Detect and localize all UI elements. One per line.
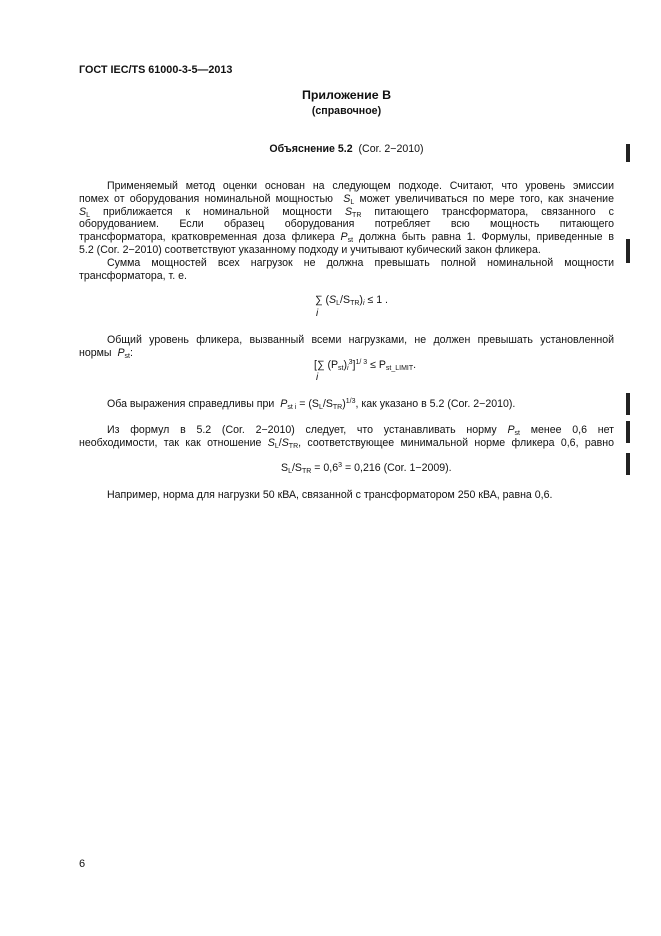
p1-line4: оборудованием. Если образец оборудования потребляет всю мощность питающего <box>79 218 614 231</box>
appendix-subtitle: (справочное) <box>311 105 382 117</box>
change-bar <box>626 421 630 443</box>
p1-line6: 5.2 (Cor. 2−2010) соответствуют указанному подходу и учитывают кубический закон фликера. <box>79 243 541 256</box>
p5-line1: Из формул в 5.2 (Cor. 2−2010) следует, что устанавливать норму $P_{st}$ менее 0,6 нет <box>107 424 614 437</box>
p6-line1: Например, норма для нагрузки 50 кВА, связанной с трансформатором 250 кВА, равна 0,6. <box>107 489 553 501</box>
change-bar <box>626 144 630 162</box>
change-bar <box>626 393 630 415</box>
section-heading-bold: Объяснение 5.2 <box>269 143 353 155</box>
paragraph-method <box>79 180 614 257</box>
paragraph-validity <box>79 398 614 411</box>
p3-line2: нормы $P_{st}$: <box>79 346 133 360</box>
change-bar <box>626 453 630 475</box>
p1-line5: трансформатора, кратковременная доза фликера $P_{st}$ должна быть равна 1. Формулы, приведенные в <box>79 231 615 245</box>
section-heading <box>79 143 614 156</box>
paragraph-power-sum <box>79 257 614 283</box>
paragraph-example <box>79 489 614 502</box>
p5-line2: необходимости, так как отношение $S_L/S_{TR}$, соответствующее минимальной норме фликера 0,6, равно <box>79 436 614 450</box>
p1-line3: $S_L$ приближается к номинальной мощности $S_{TR}$ питающего трансформатора, связанного с <box>79 205 614 219</box>
document-header: ГОСТ IEC/TS 61000-3-5—2013 <box>79 64 233 76</box>
formula-power-sum: ∑ $(S_L/S_{TR})_i \le 1$ . <box>315 294 388 307</box>
appendix-title: Приложение В <box>301 88 392 102</box>
paragraph-flicker-level <box>79 334 614 360</box>
formula-ratio: $S_L/S_{TR} = 0,6^3 = 0,216$ (Cor. 1−2009). <box>281 462 452 475</box>
p3-line1: Общий уровень фликера, вызванный всеми нагрузками, не должен превышать установленной <box>107 334 614 346</box>
change-bar <box>626 239 630 263</box>
page-number: 6 <box>79 858 86 870</box>
p4-line1: Оба выражения справедливы при $P_{st i} = (S_L/S_{TR})^{1/3}$, как указано в 5.2 (Cor. 2−2010). <box>107 398 516 411</box>
formula2-index: i <box>316 372 319 383</box>
p1-line1: Применяемый метод оценки основан на следующем подходе. Считают, что уровень эмиссии <box>107 180 614 192</box>
p2-line1: Сумма мощностей всех нагрузок не должна превышать полной номинальной мощности <box>107 257 614 269</box>
formula-flicker-limit: [∑ $(P_{st})_i^3]^{1/ 3} \le P_{st\_LIMIT}$. <box>314 359 417 372</box>
formula1-index: i <box>316 308 319 319</box>
paragraph-formulas <box>79 424 614 450</box>
section-heading-ref: (Cor. 2−2010) <box>358 143 424 155</box>
p1-line2: помех от оборудования номинальной мощностью $S_L$ может увеличиваться по мере того, как значение <box>79 192 614 206</box>
p2-line2: трансформатора, т. е. <box>79 269 187 282</box>
